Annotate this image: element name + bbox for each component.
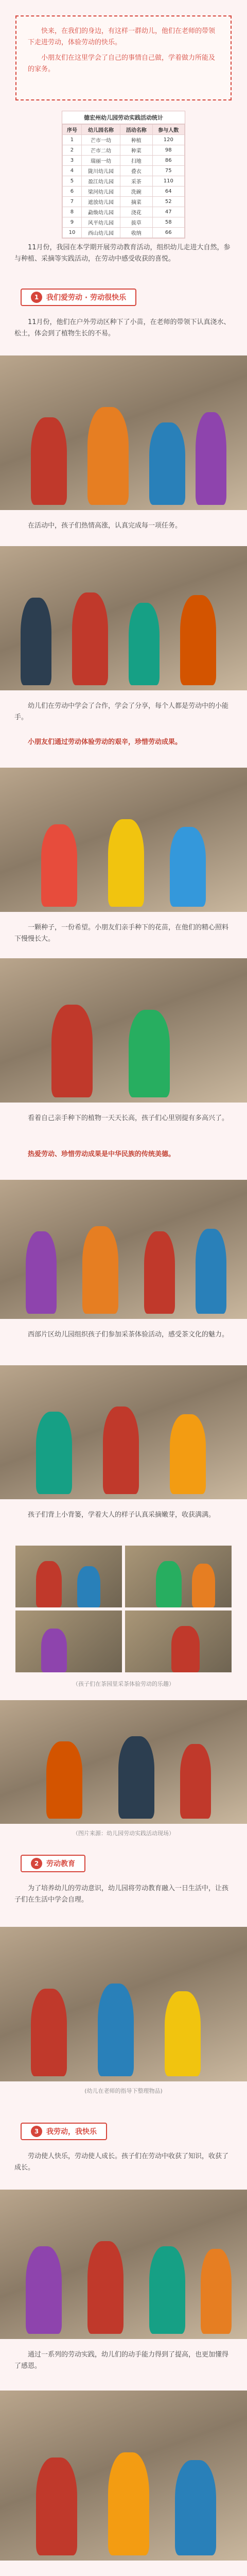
- activity-photo: [0, 1365, 247, 1499]
- paragraph: 一颗种子，一份希望。小朋友们亲手种下的花苗，在他们的精心照料下慢慢长大。: [14, 924, 229, 943]
- table-cell: 芒市二幼: [81, 145, 120, 156]
- table-cell: 110: [152, 176, 184, 187]
- section-heading-1: [21, 289, 136, 306]
- paragraph: 西部片区幼儿园组织孩子们参加采茶体验活动，感受茶文化的魅力。: [28, 1331, 229, 1338]
- heading-text: 我们爱劳动 · 劳动很快乐: [46, 294, 127, 302]
- table-cell: 风平幼儿园: [81, 217, 120, 228]
- table-header-cell: 活动名称: [120, 125, 152, 135]
- table-cell: 洗碗: [120, 187, 152, 197]
- table-header-cell: 幼儿园名称: [81, 125, 120, 135]
- table-cell: 采茶: [120, 176, 152, 187]
- table-cell: 勐焕幼儿园: [81, 207, 120, 217]
- table-cell: 3: [63, 156, 82, 166]
- heading-number-icon: 1: [31, 292, 42, 303]
- section-heading-3: [21, 2123, 107, 2140]
- table-row: [63, 187, 185, 197]
- table-row: [63, 217, 185, 228]
- table-row: [63, 176, 185, 187]
- table-title: 德宏州幼儿园劳动实践活动统计: [62, 111, 185, 124]
- table-cell: 瑞丽一幼: [81, 156, 120, 166]
- table-row: [63, 156, 185, 166]
- photo-caption: （图片来源：幼儿园劳动实践活动现场）: [73, 1830, 174, 1837]
- table-cell: 种菜: [120, 145, 152, 156]
- activity-photo: [0, 1700, 247, 1824]
- grid-photo: [125, 1546, 232, 1607]
- photo-caption: （孩子们在茶园里采茶体验劳动的乐趣）: [73, 1681, 174, 1687]
- paragraph: 在活动中，孩子们热情高涨，认真完成每一项任务。: [28, 522, 182, 530]
- heading-text: 劳动教育: [46, 1860, 75, 1868]
- grid-photo: [15, 1611, 122, 1672]
- table-cell: 47: [152, 207, 184, 217]
- photo-caption: (幼儿在老师的指导下整理物品): [84, 2088, 163, 2094]
- table-header-cell: 参与人数: [152, 125, 184, 135]
- table-cell: 64: [152, 187, 184, 197]
- table-cell: 5: [63, 176, 82, 187]
- table-cell: 遮放幼儿园: [81, 197, 120, 207]
- table-header-row: [63, 125, 185, 135]
- table-cell: 75: [152, 166, 184, 176]
- paragraph: 11月份，我园在本学期开展劳动教育活动，组织幼儿走进大自然，参与种植、采摘等实践活动，在劳动中感受收获的喜悦。: [14, 244, 231, 263]
- table-cell: 98: [152, 145, 184, 156]
- table-cell: 芒市一幼: [81, 135, 120, 145]
- intro-notice: [15, 15, 232, 100]
- paragraph: 劳动使人快乐，劳动使人成长。孩子们在劳动中收获了知识，收获了成长。: [14, 2153, 229, 2172]
- highlight-paragraph: 小朋友们通过劳动体验劳动的艰辛，珍惜劳动成果。: [28, 738, 182, 746]
- table-cell: 10: [63, 228, 82, 238]
- intro-line: 小朋友们在这里学会了自己的事情自己做，学着做力所能及的家务。: [28, 54, 216, 73]
- photo-grid: [15, 1546, 232, 1672]
- table-cell: 叠衣: [120, 166, 152, 176]
- activity-photo: [0, 958, 247, 1103]
- table-cell: 扫地: [120, 156, 152, 166]
- table-cell: 拔草: [120, 217, 152, 228]
- activity-photo: [0, 546, 247, 690]
- table-cell: 66: [152, 228, 184, 238]
- table-row: [63, 228, 185, 238]
- table-row: [63, 166, 185, 176]
- activity-photo: [0, 2391, 247, 2561]
- paragraph: 11月份，他们在户外劳动区种下了小苗，在老师的带领下认真浇水、松土，体会到了植物生长的不易。: [14, 318, 231, 337]
- heading-number-icon: 3: [31, 2126, 42, 2137]
- table-cell: 58: [152, 217, 184, 228]
- table-cell: 1: [63, 135, 82, 145]
- table-cell: 4: [63, 166, 82, 176]
- table-cell: 9: [63, 217, 82, 228]
- paragraph: 看着自己亲手种下的植物一天天长高，孩子们心里别提有多高兴了。: [28, 1114, 229, 1122]
- highlight-paragraph: 热爱劳动、珍惜劳动成果是中华民族的传统美德。: [28, 1150, 175, 1158]
- activity-photo: [0, 1927, 247, 2081]
- paragraph: 幼儿们在劳动中学会了合作，学会了分享，每个人都是劳动中的小能手。: [14, 702, 229, 721]
- grid-photo: [125, 1611, 232, 1672]
- summary-table: [62, 111, 185, 239]
- paragraph: 通过一系列的劳动实践，幼儿们的动手能力得到了提高，也更加懂得了感恩。: [14, 2351, 229, 2370]
- table-cell: 浇花: [120, 207, 152, 217]
- table-cell: 6: [63, 187, 82, 197]
- table-cell: 梁河幼儿园: [81, 187, 120, 197]
- table-cell: 86: [152, 156, 184, 166]
- table-cell: 52: [152, 197, 184, 207]
- table-cell: 收纳: [120, 228, 152, 238]
- table-row: [63, 145, 185, 156]
- table-row: [63, 135, 185, 145]
- section-heading-2: [21, 1855, 85, 1872]
- intro-line: 快来，在我们的身边，有这样一群幼儿，他们在老师的带领下走进劳动，体验劳动的快乐。: [28, 27, 216, 46]
- table-row: [63, 197, 185, 207]
- paragraph: 孩子们背上小背篓，学着大人的样子认真采摘嫩芽，收获满满。: [28, 1511, 216, 1519]
- table-cell: 7: [63, 197, 82, 207]
- table-cell: 摘菜: [120, 197, 152, 207]
- table-cell: 2: [63, 145, 82, 156]
- table-cell: 西山幼儿园: [81, 228, 120, 238]
- table-row: [63, 207, 185, 217]
- table-header-cell: 序号: [63, 125, 82, 135]
- heading-number-icon: 2: [31, 1858, 42, 1869]
- activity-photo: [0, 355, 247, 510]
- table-cell: 8: [63, 207, 82, 217]
- activity-photo: [0, 2190, 247, 2339]
- activity-photo: [0, 1180, 247, 1319]
- activity-photo: [0, 768, 247, 912]
- table-cell: 盈江幼儿园: [81, 176, 120, 187]
- table-cell: 种植: [120, 135, 152, 145]
- table-cell: 120: [152, 135, 184, 145]
- table-cell: 陇川幼儿园: [81, 166, 120, 176]
- grid-photo: [15, 1546, 122, 1607]
- heading-text: 我劳动，我快乐: [46, 2128, 97, 2136]
- paragraph: 为了培养幼儿的劳动意识，幼儿园将劳动教育融入一日生活中，让孩子们在生活中学会自理。: [14, 1885, 229, 1904]
